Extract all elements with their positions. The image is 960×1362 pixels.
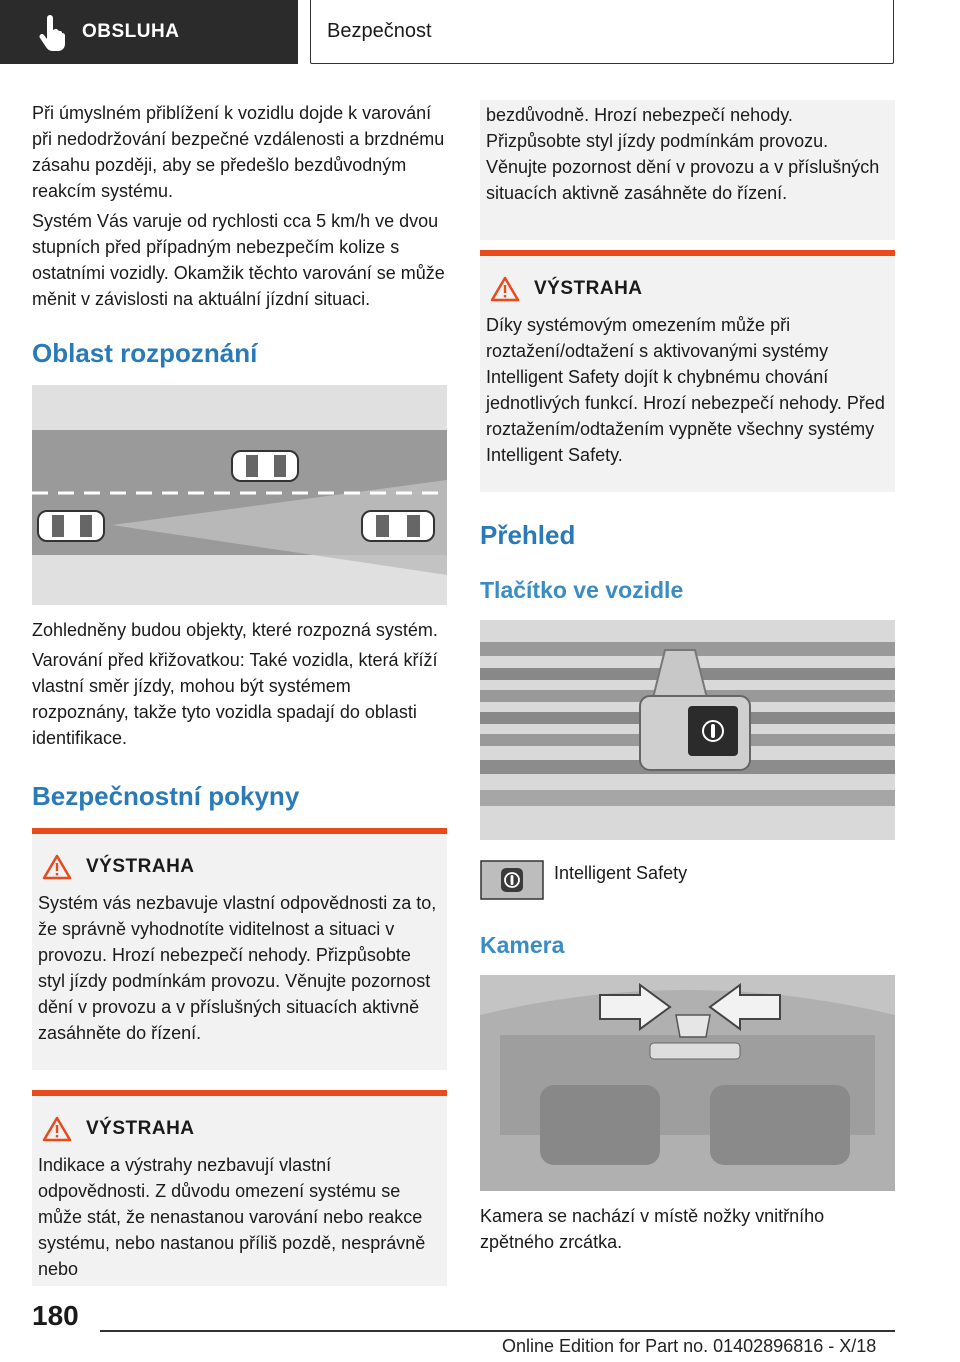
paragraph: Kamera se nachází v místě nožky vnitřního zpětného zrcátka. bbox=[480, 1206, 825, 1252]
warning-text: bezdůvodně. Hrozí nebezpečí nehody. Přizpůsobte styl jízdy podmínkám provozu. Věnujte pozornost dění v provozu a v příslušných situacích aktivně zasáhněte do řízení. bbox=[486, 105, 880, 203]
warning-box bbox=[32, 1090, 447, 1286]
left-column bbox=[32, 100, 447, 1286]
warning-continuation bbox=[480, 100, 895, 240]
camera-location-illustration bbox=[480, 975, 895, 1191]
button-label: Intelligent Safety bbox=[554, 863, 688, 883]
warning-text: Díky systémovým omezením může při roztažení/odtažení s aktivovanými systémy Intelligent Safety dojít k chybnému chování jednotlivých funkcí. Hrozí nebezpečí nehody. Před roztažením/odtažením vypněte všechny systémy Intelligent Safety. bbox=[486, 315, 885, 465]
section-label: OBSLUHA bbox=[82, 21, 180, 42]
footer-divider bbox=[100, 1330, 895, 1332]
paragraph: Při úmyslném přiblížení k vozidlu dojde k varování při nedodržování bezpečné vzdálenosti a brzdnému zásahu později, aby se předešlo bezdůvodným reakcím systému. bbox=[32, 103, 445, 201]
right-column bbox=[480, 100, 895, 1269]
button-location-illustration bbox=[480, 620, 895, 840]
hand-icon bbox=[32, 12, 72, 52]
paragraph: Systém Vás varuje od rychlosti cca 5 km/h ve dvou stupních před případným nebezpečím kolize s ostatními vozidly. Okamžik těchto varování se může měnit v závislosti na aktuální jízdní situaci. bbox=[32, 211, 445, 309]
car-icon bbox=[362, 511, 434, 541]
warning-box bbox=[480, 250, 895, 492]
section-heading: Přehled bbox=[480, 520, 576, 550]
paragraph: Zohledněny budou objekty, které rozpozná systém. bbox=[32, 620, 438, 640]
warning-title: VÝSTRAHA bbox=[86, 856, 195, 877]
warning-triangle-icon bbox=[42, 1116, 72, 1142]
intelligent-safety-button-icon bbox=[480, 860, 544, 900]
edition-note: Online Edition for Part no. 01402896816 - X/18 bbox=[502, 1336, 877, 1356]
warning-text: Indikace a výstrahy nezbavují vlastní odpovědnosti. Z důvodu omezení systému se může stát, že nenastanou varování nebo reakce systému, nebo nastanou příliš pozdě, nesprávně nebo bbox=[38, 1155, 426, 1279]
warning-box bbox=[32, 828, 447, 1070]
paragraph: Varování před křižovatkou: Také vozidla, která kříží vlastní směr jízdy, mohou být systémem rozpoznány, takže tyto vozidla spadají do oblasti identifikace. bbox=[32, 650, 438, 748]
subsection-heading: Tlačítko ve vozidle bbox=[480, 577, 684, 603]
warning-text: Systém vás nezbavuje vlastní odpovědnosti za to, že správně vyhodnotíte viditelnost a situaci v provozu. Hrozí nebezpečí nehody. Přizpůsobte styl jízdy podmínkám provozu. Věnujte pozornost dění v provozu a v příslušných situacích aktivně zasáhněte do řízení. bbox=[38, 893, 437, 1043]
section-tab[interactable] bbox=[0, 0, 298, 64]
warning-triangle-icon bbox=[42, 854, 72, 880]
car-icon bbox=[38, 511, 104, 541]
warning-title: VÝSTRAHA bbox=[86, 1118, 195, 1139]
warning-title: VÝSTRAHA bbox=[534, 278, 643, 299]
section-heading: Oblast rozpoznání bbox=[32, 338, 258, 368]
warning-triangle-icon bbox=[490, 276, 520, 302]
section-heading: Bezpečnostní pokyny bbox=[32, 781, 300, 811]
chapter-header bbox=[310, 0, 894, 64]
page-number: 180 bbox=[32, 1300, 79, 1331]
subsection-heading: Kamera bbox=[480, 932, 565, 958]
detection-area-illustration bbox=[32, 385, 447, 605]
chapter-title: Bezpečnost bbox=[327, 20, 432, 42]
car-icon bbox=[232, 451, 298, 481]
